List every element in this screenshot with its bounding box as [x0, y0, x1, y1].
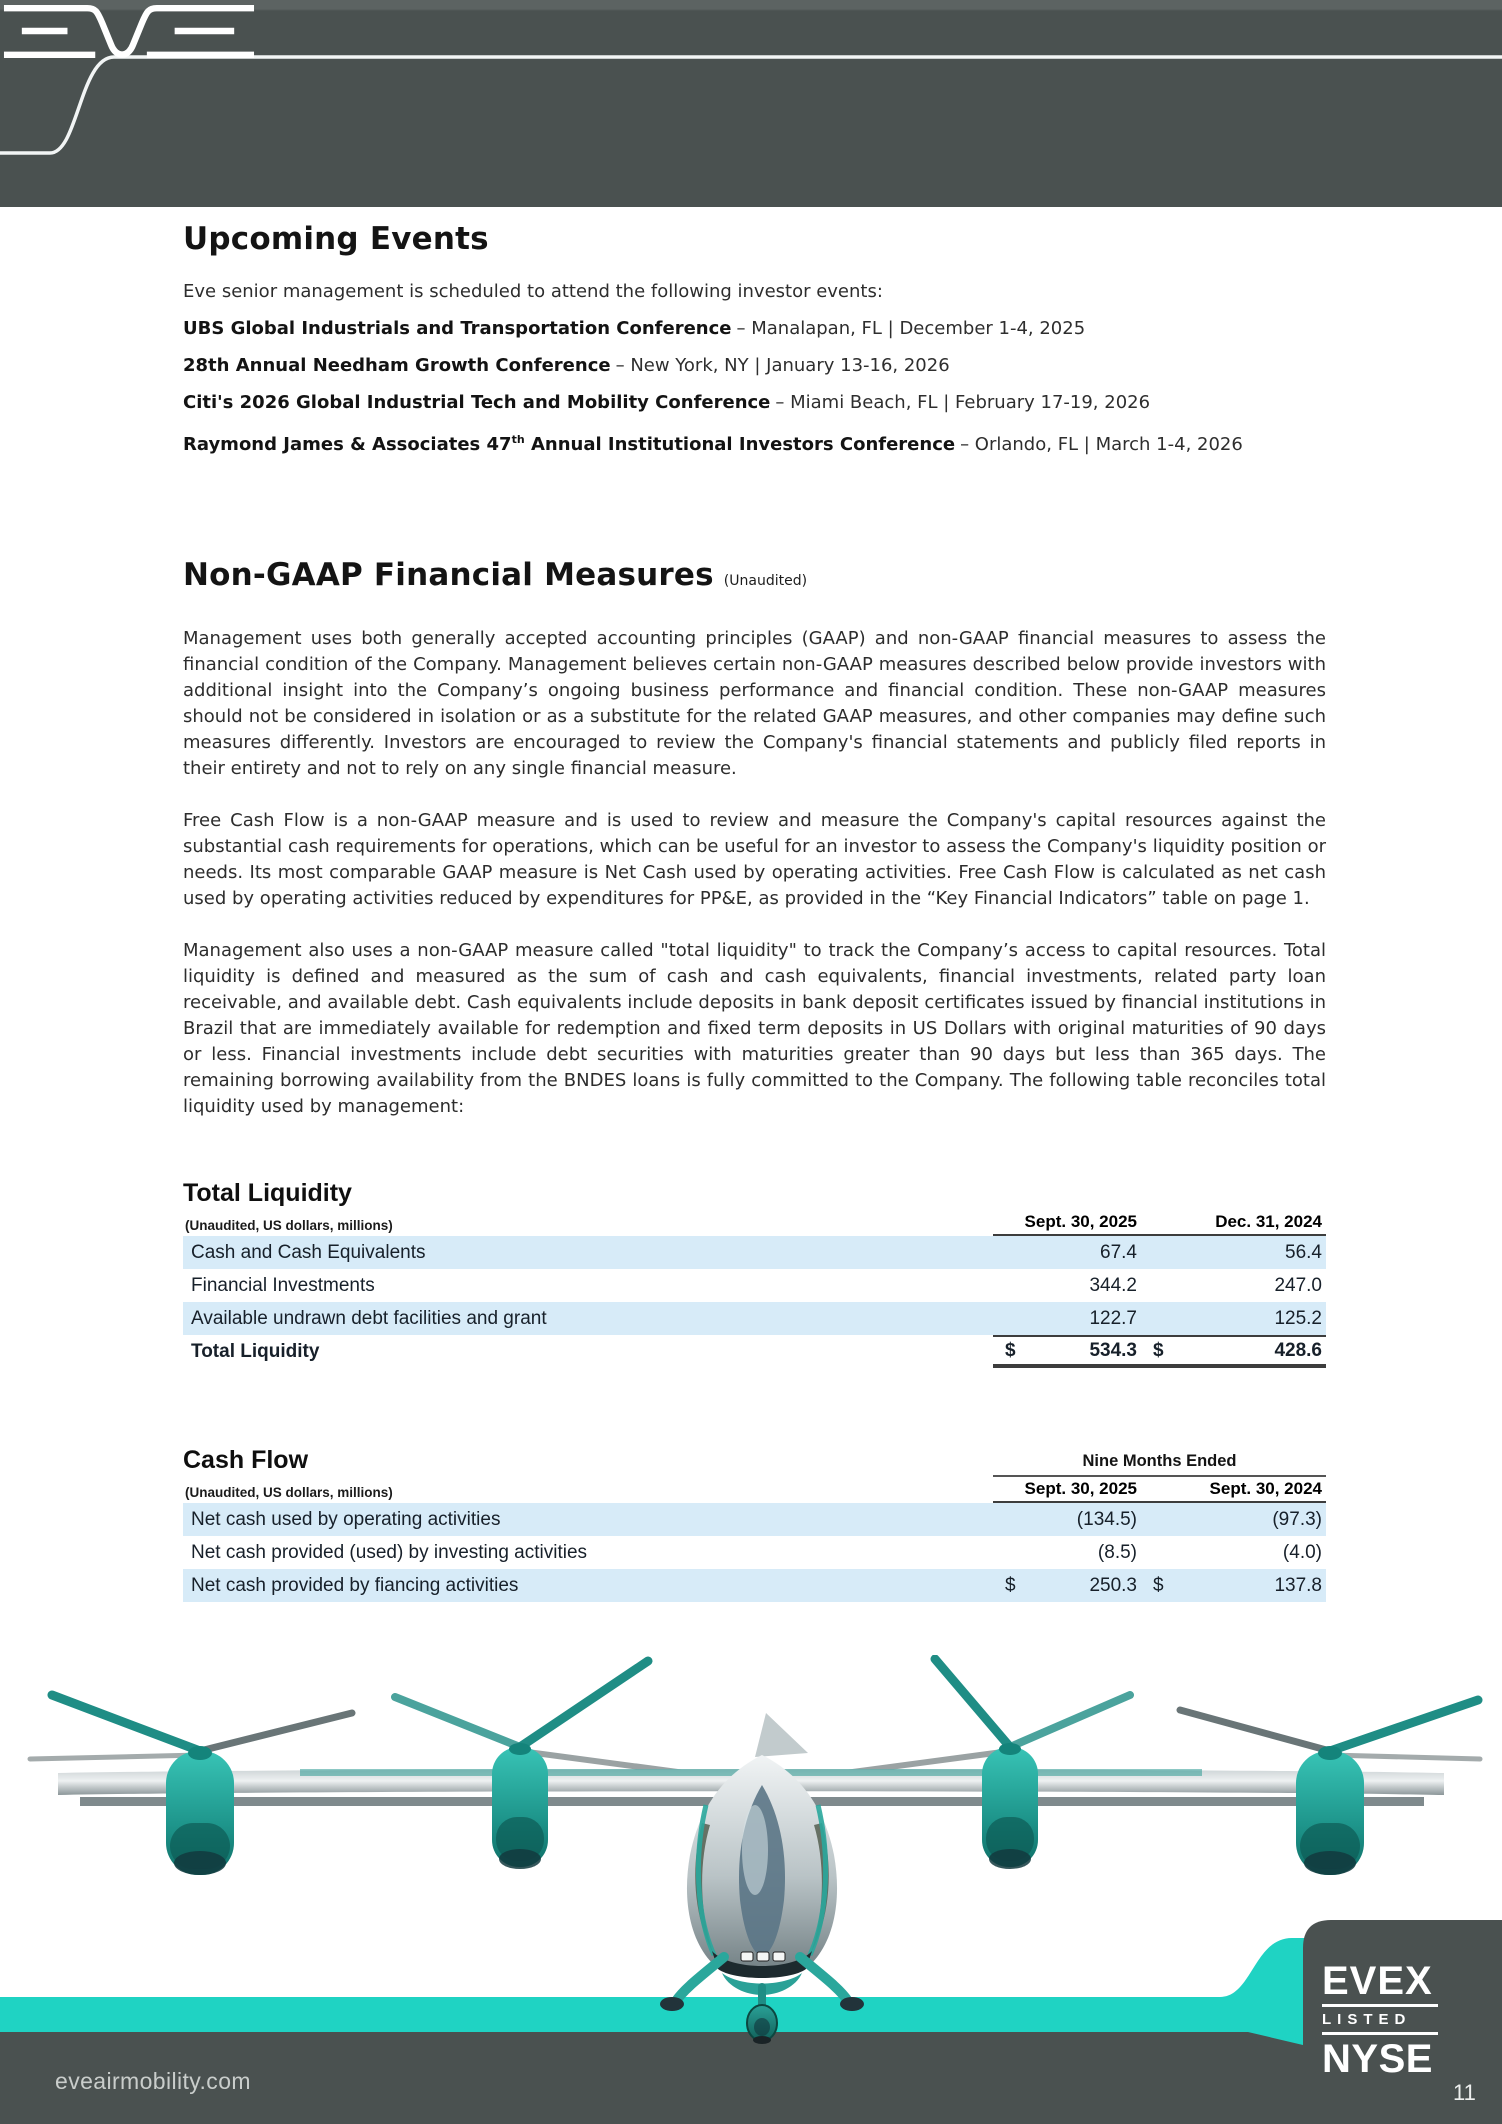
wing	[58, 1769, 1444, 1806]
badge-divider	[1322, 2032, 1438, 2035]
listed-label: LISTED	[1322, 2011, 1412, 2028]
event-name: Raymond James & Associates 47th Annual Institutional Investors Conference	[183, 433, 956, 455]
exchange-name: NYSE	[1322, 2037, 1433, 2081]
nyse-listed-badge	[1322, 1959, 1438, 2081]
table-row	[183, 1302, 1326, 1335]
table-header-row	[183, 1477, 1326, 1503]
page-number: 11	[1453, 2080, 1476, 2105]
non-gaap-section	[183, 556, 1326, 1120]
upcoming-events-title: Upcoming Events	[183, 221, 489, 257]
ordinal-superscript: th	[511, 433, 525, 446]
cell-value: (8.5)	[1097, 1541, 1137, 1563]
event-name: UBS Global Industrials and Transportation Conference	[183, 318, 732, 339]
event-item	[183, 428, 1326, 457]
column-header-period-2: Sept. 30, 2024	[1209, 1479, 1322, 1498]
table-subtitle: (Unaudited, US dollars, millions)	[185, 1485, 393, 1500]
row-label: Total Liquidity	[191, 1340, 320, 1362]
event-item	[183, 391, 1326, 415]
table-row	[183, 1236, 1326, 1269]
cell-value: $ 137.8	[1153, 1574, 1322, 1596]
column-header-period-1: Sept. 30, 2025	[1024, 1479, 1137, 1498]
table-subtitle: (Unaudited, US dollars, millions)	[185, 1218, 393, 1233]
cell-value: 125.2	[1274, 1307, 1322, 1329]
table-row	[183, 1269, 1326, 1302]
cell-value: 56.4	[1285, 1241, 1322, 1263]
event-item	[183, 317, 1326, 341]
ticker-symbol: EVEX	[1322, 1959, 1433, 2003]
non-gaap-paragraph: Management uses both generally accepted accounting principles (GAAP) and non-GAAP financial measures to assess the financial condition of the Company. Management believes certain non-GAAP measures described below provide investors with additional insight into the Company’s ongoing business performance and financial condition. These non-GAAP measures should not be considered in isolation or as a substitute for the related GAAP measures, and other companies may define such measures differently. Investors are encouraged to review the Company's financial statements and publicly filed reports in their entirety and not to rely on any single financial measure.	[183, 628, 1326, 779]
non-gaap-paragraph: Free Cash Flow is a non-GAAP measure and is used to review and measure the Company's capital resources against the substantial cash requirements for operations, which can be useful for an investor to assess the Company's liquidity position or needs. Its most comparable GAAP measure is Net Cash used by operating activities. Free Cash Flow is calculated as net cash used by operating activities reduced by expenditures for PP&E, as provided in the “Key Financial Indicators” table on page 1.	[183, 810, 1326, 909]
total-liquidity-table	[183, 1180, 1326, 1368]
currency-symbol: $	[1153, 1339, 1164, 1361]
row-label: Net cash used by operating activities	[191, 1508, 501, 1530]
event-name: 28th Annual Needham Growth Conference	[183, 355, 611, 376]
column-header-period-1: Sept. 30, 2025	[1024, 1212, 1137, 1231]
row-label: Net cash provided by fiancing activities	[191, 1574, 519, 1596]
non-gaap-paragraph: Management also uses a non-GAAP measure called "total liquidity" to track the Company’s access to capital resources. Total liquidity is defined and measured as the sum of cash and cash equivalents, financial investments, related party loan receivable, and available debt. Cash equivalents include deposits in bank deposit certificates issued by financial institutions in Brazil that are immediately available for redemption and fixed term deposits in US Dollars with original maturities of 90 days or less. Financial investments include debt securities with maturities greater than 90 days but less than 365 days. The remaining borrowing availability from the BNDES loans is fully committed to the Company. The following table reconciles total liquidity used by management:	[183, 940, 1326, 1117]
currency-symbol: $	[1005, 1574, 1016, 1596]
table-row	[183, 1503, 1326, 1536]
row-label: Financial Investments	[191, 1274, 375, 1296]
table-title: Total Liquidity	[183, 1179, 352, 1207]
events-intro: Eve senior management is scheduled to attend the following investor events:	[183, 281, 883, 302]
row-label: Cash and Cash Equivalents	[191, 1241, 426, 1263]
non-gaap-title: Non-GAAP Financial Measures (Unaudited)	[183, 557, 808, 593]
unaudited-note: (Unaudited)	[723, 573, 808, 589]
event-details: – Miami Beach, FL | February 17-19, 2026	[775, 392, 1151, 413]
rotor-pods	[166, 1743, 1364, 1875]
event-item	[183, 354, 1326, 378]
cell-value: (97.3)	[1272, 1508, 1322, 1530]
row-label: Available undrawn debt facilities and grant	[191, 1307, 547, 1329]
event-details: – New York, NY | January 13-16, 2026	[615, 355, 950, 376]
table-title: Cash Flow	[183, 1446, 309, 1474]
table-group-header-row	[183, 1445, 1326, 1477]
cell-value: $ 534.3	[1005, 1339, 1137, 1361]
cell-value: $ 428.6	[1153, 1339, 1322, 1361]
group-header: Nine Months Ended	[993, 1452, 1326, 1477]
table-total-row	[183, 1335, 1326, 1368]
eve-logo-icon	[0, 0, 258, 64]
row-label: Net cash provided (used) by investing activities	[191, 1541, 588, 1563]
table-row	[183, 1569, 1326, 1602]
table-row	[183, 1536, 1326, 1569]
cell-value: 122.7	[1089, 1307, 1137, 1329]
cell-value: (134.5)	[1076, 1508, 1137, 1530]
cell-value: $ 250.3	[1005, 1574, 1137, 1596]
event-details: – Orlando, FL | March 1-4, 2026	[960, 434, 1243, 455]
cash-flow-table	[183, 1445, 1326, 1602]
event-name: Citi's 2026 Global Industrial Tech and Mobility Conference	[183, 392, 771, 413]
website-url: eveairmobility.com	[55, 2068, 251, 2094]
column-header-period-2: Dec. 31, 2024	[1215, 1212, 1322, 1231]
propeller-blades	[30, 1659, 1480, 1775]
currency-symbol: $	[1005, 1339, 1016, 1361]
cell-value: (4.0)	[1282, 1541, 1322, 1563]
badge-divider	[1322, 2004, 1438, 2007]
header-band	[0, 0, 1502, 207]
table-header-row	[183, 1210, 1326, 1236]
event-details: – Manalapan, FL | December 1-4, 2025	[736, 318, 1086, 339]
upcoming-events-section	[183, 220, 1326, 457]
cell-value: 67.4	[1100, 1241, 1137, 1263]
currency-symbol: $	[1153, 1574, 1164, 1596]
cell-value: 344.2	[1089, 1274, 1137, 1296]
cell-value: 247.0	[1274, 1274, 1322, 1296]
